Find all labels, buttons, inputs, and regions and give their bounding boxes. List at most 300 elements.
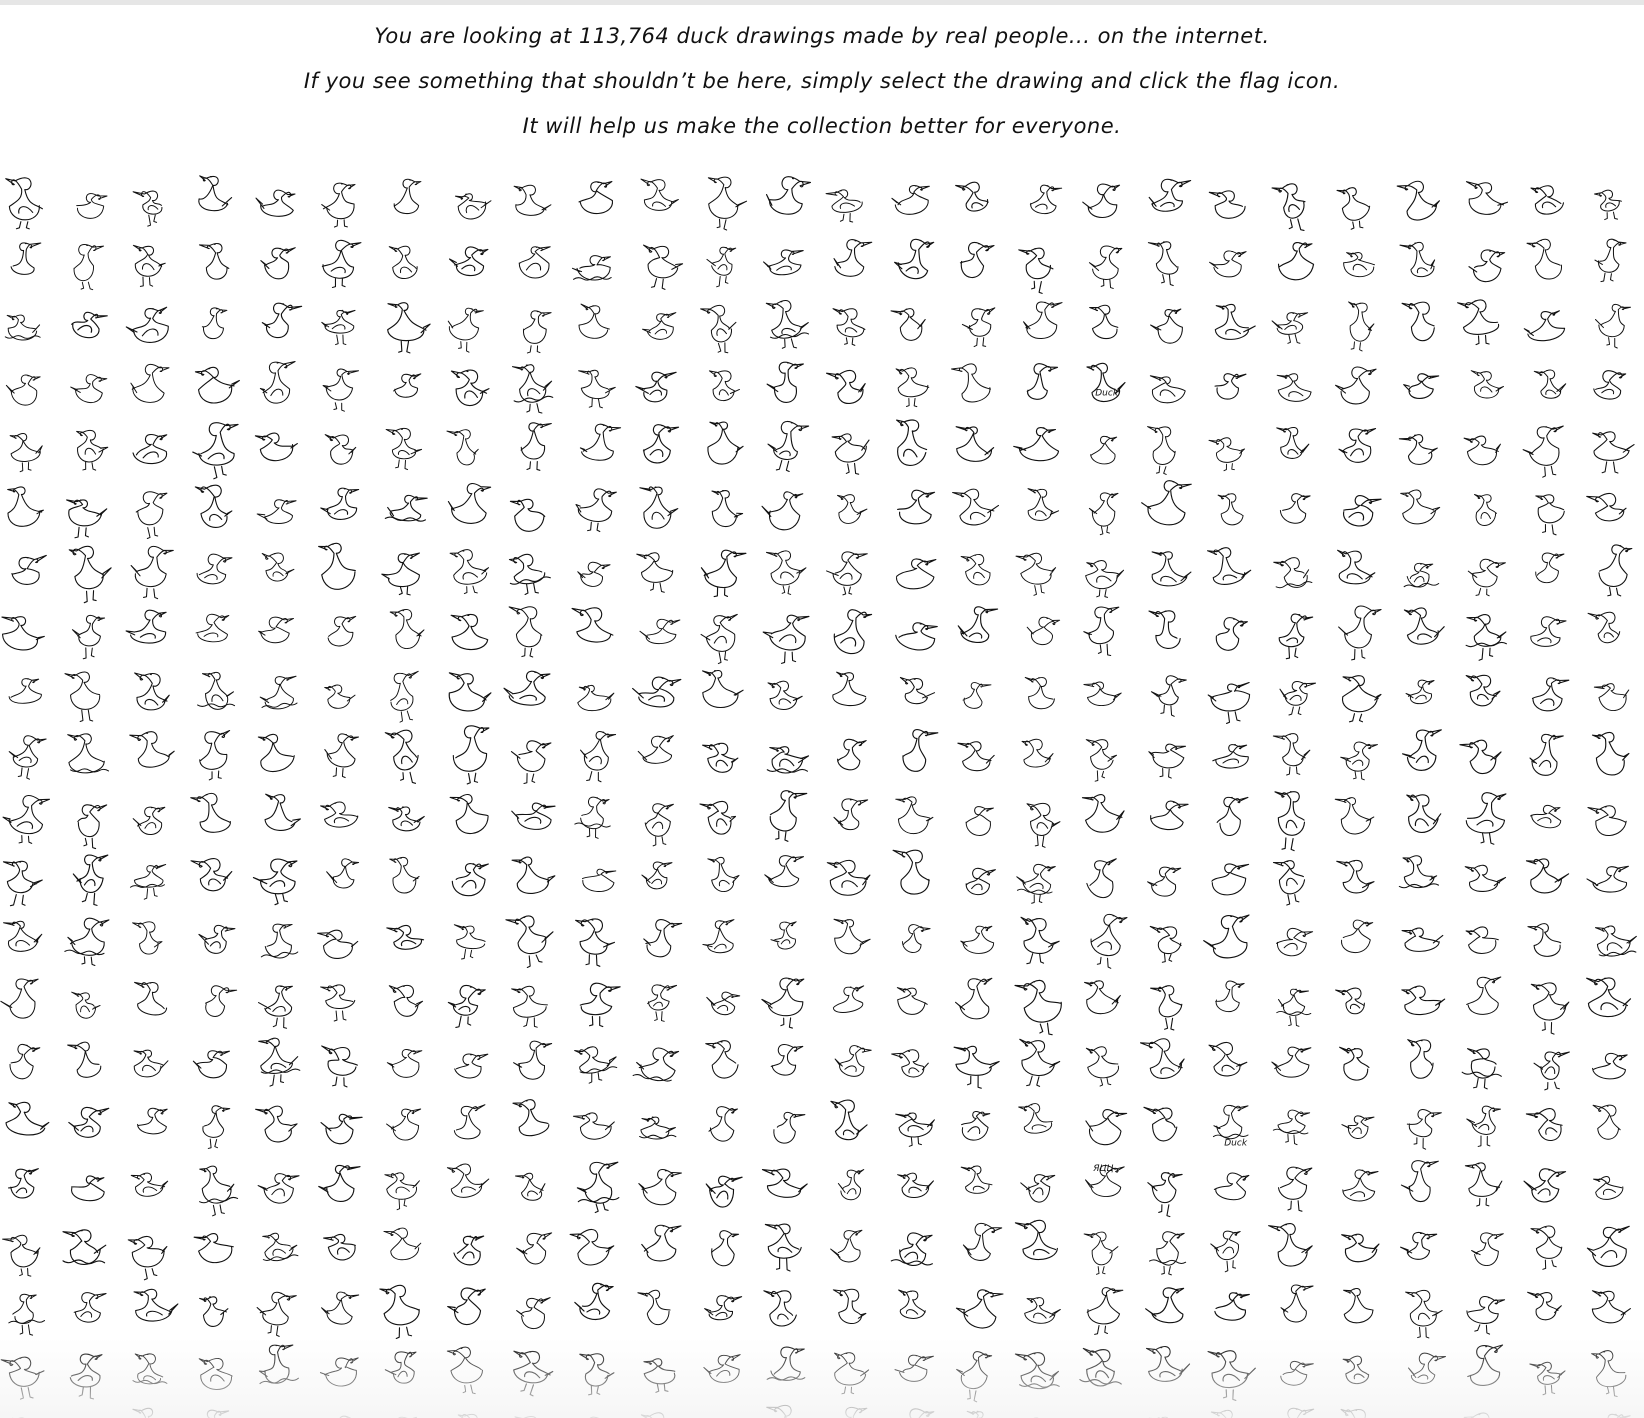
duck-drawing-hit-area[interactable] (693, 1219, 753, 1277)
duck-drawing-hit-area[interactable] (754, 1034, 814, 1092)
duck-drawing[interactable] (1325, 541, 1385, 599)
duck-drawing[interactable] (121, 419, 181, 477)
duck-drawing-hit-area[interactable] (55, 1218, 115, 1276)
duck-drawing[interactable] (949, 789, 1009, 847)
duck-drawing-hit-area[interactable] (1457, 1220, 1517, 1278)
duck-drawing[interactable] (1009, 1155, 1068, 1213)
duck-drawing-hit-area[interactable] (882, 354, 942, 412)
duck-drawing-hit-area[interactable] (1517, 233, 1577, 291)
duck-drawing-hit-area[interactable] (60, 416, 120, 474)
duck-drawing-hit-area[interactable] (821, 295, 881, 353)
duck-drawing[interactable] (187, 236, 247, 294)
duck-drawing-hit-area[interactable] (567, 1341, 627, 1399)
duck-drawing-hit-area[interactable] (185, 482, 245, 540)
duck-drawing-hit-area[interactable] (756, 971, 816, 1029)
duck-drawing[interactable] (182, 1032, 242, 1090)
duck-drawing[interactable] (1579, 1156, 1639, 1214)
duck-drawing[interactable] (184, 846, 244, 904)
duck-drawing[interactable] (1327, 416, 1387, 474)
duck-drawing[interactable] (755, 233, 815, 291)
duck-drawing[interactable] (441, 723, 501, 784)
duck-drawing[interactable] (821, 1282, 881, 1340)
duck-drawing[interactable] (1580, 1095, 1640, 1153)
duck-drawing[interactable] (1135, 1156, 1195, 1217)
duck-drawing[interactable] (1263, 605, 1323, 663)
duck-drawing-hit-area[interactable] (0, 661, 55, 719)
duck-drawing-hit-area[interactable] (568, 418, 628, 476)
duck-drawing-hit-area[interactable] (503, 1282, 563, 1340)
duck-drawing-hit-area[interactable] (309, 356, 369, 414)
duck-drawing[interactable] (819, 848, 879, 906)
duck-drawing[interactable] (881, 293, 941, 351)
duck-drawing[interactable] (947, 480, 1007, 538)
duck-drawing[interactable] (883, 170, 943, 227)
duck-drawing[interactable] (1580, 789, 1640, 847)
duck-drawing[interactable] (1325, 787, 1385, 845)
duck-drawing-hit-area[interactable] (1391, 1094, 1451, 1152)
duck-drawing[interactable] (376, 357, 436, 415)
duck-drawing[interactable] (1262, 1219, 1322, 1277)
duck-drawing[interactable] (1265, 543, 1325, 601)
duck-drawing[interactable] (692, 728, 752, 786)
duck-drawing[interactable] (820, 416, 880, 476)
duck-drawing[interactable] (1327, 358, 1387, 416)
duck-drawing[interactable] (566, 356, 626, 414)
duck-drawing[interactable] (1074, 786, 1134, 844)
duck-drawing[interactable] (1456, 170, 1516, 227)
duck-drawing-hit-area[interactable] (1519, 1216, 1579, 1274)
duck-drawing[interactable] (821, 295, 881, 353)
duck-drawing-hit-area[interactable] (1009, 416, 1068, 474)
duck-drawing-hit-area[interactable] (503, 415, 563, 473)
duck-drawing[interactable] (501, 974, 561, 1032)
duck-drawing[interactable] (122, 541, 182, 600)
duck-drawing[interactable] (1515, 847, 1575, 905)
duck-drawing-hit-area[interactable] (1329, 1341, 1389, 1399)
duck-drawing-hit-area[interactable] (883, 1035, 943, 1093)
duck-drawing[interactable] (0, 1092, 54, 1150)
duck-drawing[interactable] (1202, 482, 1262, 540)
duck-drawing[interactable] (755, 846, 815, 904)
duck-drawing[interactable] (694, 357, 754, 415)
duck-drawing-hit-area[interactable] (120, 847, 180, 905)
duck-drawing-hit-area[interactable] (1580, 789, 1640, 847)
duck-drawing[interactable] (312, 477, 372, 535)
duck-drawing-hit-area[interactable] (1137, 233, 1197, 291)
duck-drawing-hit-area[interactable] (1328, 480, 1388, 538)
duck-drawing[interactable] (0, 1220, 53, 1278)
duck-drawing[interactable] (58, 1157, 117, 1215)
duck-drawing[interactable] (118, 231, 177, 289)
duck-drawing[interactable] (182, 542, 242, 600)
duck-drawing[interactable] (503, 356, 562, 416)
duck-drawing[interactable] (1263, 1401, 1323, 1418)
duck-drawing-hit-area[interactable] (1394, 601, 1454, 659)
duck-drawing-hit-area[interactable] (436, 295, 496, 353)
duck-drawing-hit-area[interactable] (1389, 1155, 1449, 1213)
duck-drawing-hit-area[interactable] (1200, 789, 1260, 847)
duck-drawing[interactable] (1581, 726, 1641, 784)
duck-drawing-hit-area[interactable] (182, 542, 242, 600)
duck-drawing[interactable] (1072, 600, 1132, 659)
duck-drawing[interactable] (566, 973, 626, 1030)
duck-drawing[interactable] (246, 726, 306, 784)
duck-drawing-hit-area[interactable] (628, 417, 688, 475)
duck-drawing-hit-area[interactable] (1454, 850, 1514, 908)
duck-drawing-hit-area[interactable] (568, 848, 628, 906)
duck-drawing[interactable] (440, 232, 500, 289)
duck-drawing-hit-area[interactable] (58, 1093, 118, 1151)
duck-drawing-hit-area[interactable] (310, 174, 370, 232)
duck-drawing-hit-area[interactable] (372, 1278, 432, 1336)
duck-drawing-hit-area[interactable] (884, 1154, 944, 1212)
duck-drawing-hit-area[interactable] (439, 540, 499, 598)
duck-drawing[interactable] (948, 851, 1008, 909)
duck-drawing-hit-area[interactable] (1011, 478, 1070, 535)
duck-drawing-hit-area[interactable] (945, 1342, 1005, 1400)
duck-drawing[interactable] (186, 1216, 246, 1274)
duck-drawing-hit-area[interactable] (1391, 356, 1451, 414)
duck-drawing[interactable] (1392, 786, 1452, 844)
duck-drawing[interactable] (1266, 663, 1326, 721)
duck-drawing[interactable] (500, 601, 559, 659)
duck-drawing-hit-area[interactable] (1516, 728, 1576, 786)
duck-drawing-hit-area[interactable] (1264, 480, 1324, 538)
duck-drawing[interactable] (1200, 789, 1260, 847)
duck-drawing[interactable] (310, 969, 370, 1027)
duck-drawing-hit-area[interactable] (1454, 1401, 1514, 1418)
duck-drawing[interactable] (1516, 1278, 1576, 1336)
duck-drawing-hit-area[interactable] (822, 1033, 882, 1091)
duck-drawing[interactable] (56, 1403, 116, 1418)
duck-drawing[interactable] (119, 911, 179, 969)
duck-drawing-hit-area[interactable] (182, 1399, 242, 1418)
duck-drawing[interactable] (1519, 170, 1579, 227)
duck-drawing-hit-area[interactable] (500, 174, 560, 232)
duck-drawing-hit-area[interactable] (1135, 1156, 1195, 1214)
duck-drawing[interactable] (120, 1400, 180, 1418)
duck-drawing[interactable] (1012, 974, 1072, 1039)
duck-drawing[interactable] (58, 910, 118, 968)
duck-drawing[interactable] (248, 1031, 308, 1089)
duck-drawing[interactable] (1579, 231, 1639, 289)
duck-drawing-hit-area[interactable] (313, 1032, 373, 1090)
duck-drawing[interactable] (374, 418, 434, 476)
duck-drawing-hit-area[interactable] (1580, 1095, 1640, 1153)
duck-drawing[interactable] (756, 418, 816, 476)
duck-drawing-hit-area[interactable] (756, 1097, 816, 1155)
duck-drawing[interactable] (504, 1218, 563, 1276)
duck-drawing-hit-area[interactable] (184, 1281, 244, 1339)
duck-drawing-hit-area[interactable] (692, 728, 752, 786)
duck-drawing-hit-area[interactable] (629, 1400, 689, 1418)
duck-drawing[interactable] (185, 482, 245, 540)
duck-drawing-hit-area[interactable] (947, 170, 1007, 227)
duck-drawing-hit-area[interactable] (374, 847, 434, 905)
duck-drawing[interactable] (0, 1341, 54, 1400)
duck-drawing-hit-area[interactable] (1073, 174, 1133, 232)
duck-drawing[interactable] (882, 1219, 942, 1277)
duck-drawing[interactable] (311, 723, 371, 781)
duck-drawing[interactable] (1582, 1404, 1642, 1418)
duck-drawing[interactable] (1454, 1032, 1514, 1091)
duck-drawing[interactable] (377, 480, 437, 538)
duck-drawing-hit-area[interactable] (438, 664, 498, 722)
duck-drawing[interactable] (1391, 909, 1451, 967)
duck-drawing-hit-area[interactable] (885, 480, 945, 538)
duck-drawing[interactable] (1454, 1281, 1514, 1339)
duck-drawing-hit-area[interactable] (58, 789, 118, 847)
duck-drawing[interactable] (884, 1154, 944, 1212)
duck-drawing-hit-area[interactable] (947, 480, 1007, 538)
duck-drawing[interactable] (56, 293, 116, 351)
duck-drawing-hit-area[interactable] (691, 604, 751, 662)
duck-drawing[interactable] (1136, 477, 1196, 535)
duck-drawing[interactable] (563, 785, 623, 843)
duck-drawing-hit-area[interactable] (373, 1339, 433, 1397)
duck-drawing[interactable] (818, 1097, 878, 1155)
duck-drawing[interactable] (627, 539, 687, 597)
duck-drawing-hit-area[interactable] (1137, 1402, 1197, 1418)
duck-drawing[interactable] (754, 482, 814, 540)
duck-drawing-hit-area[interactable] (56, 1343, 116, 1401)
duck-drawing-hit-area[interactable] (1265, 359, 1325, 417)
duck-drawing[interactable] (691, 604, 751, 665)
duck-drawing[interactable] (1394, 1281, 1454, 1339)
duck-drawing-hit-area[interactable] (882, 1277, 942, 1335)
duck-drawing[interactable] (249, 974, 309, 1032)
duck-drawing[interactable] (248, 848, 308, 906)
duck-drawing-hit-area[interactable] (56, 1403, 116, 1418)
duck-drawing[interactable] (1137, 605, 1197, 663)
duck-drawing-hit-area[interactable] (1327, 416, 1387, 474)
duck-drawing[interactable] (55, 480, 115, 540)
duck-drawing[interactable] (564, 236, 624, 293)
duck-drawing[interactable] (182, 170, 242, 227)
duck-drawing[interactable] (376, 1032, 436, 1090)
duck-drawing[interactable] (821, 480, 881, 538)
duck-drawing[interactable] (1454, 1155, 1514, 1213)
duck-drawing[interactable] (1454, 971, 1514, 1028)
duck-drawing-hit-area[interactable] (1135, 851, 1195, 909)
duck-drawing-hit-area[interactable] (629, 170, 689, 227)
duck-drawing-hit-area[interactable] (945, 1032, 1005, 1090)
duck-drawing[interactable] (441, 605, 501, 663)
duck-drawing-hit-area[interactable] (568, 1157, 628, 1215)
duck-drawing-hit-area[interactable] (1263, 973, 1323, 1031)
duck-drawing[interactable] (944, 418, 1004, 476)
duck-drawing-hit-area[interactable] (1007, 726, 1067, 784)
duck-drawing[interactable] (1074, 1034, 1134, 1092)
duck-drawing[interactable] (1391, 356, 1451, 414)
duck-drawing[interactable] (631, 1216, 691, 1274)
duck-drawing-hit-area[interactable] (313, 847, 373, 905)
duck-drawing-hit-area[interactable] (820, 789, 880, 847)
duck-drawing-hit-area[interactable] (0, 480, 53, 538)
duck-drawing[interactable] (59, 359, 118, 417)
duck-drawing[interactable] (250, 789, 310, 847)
duck-drawing-hit-area[interactable] (563, 1401, 623, 1418)
duck-drawing-hit-area[interactable] (756, 356, 816, 414)
duck-drawing[interactable] (627, 847, 687, 905)
duck-drawing[interactable] (1075, 1096, 1135, 1154)
duck-drawing-hit-area[interactable] (1453, 419, 1513, 477)
duck-drawing[interactable] (187, 421, 247, 480)
duck-drawing[interactable] (122, 1093, 182, 1151)
duck-drawing-hit-area[interactable] (184, 725, 244, 783)
duck-drawing[interactable] (1328, 480, 1388, 538)
duck-drawing[interactable] (1452, 292, 1512, 350)
duck-drawing-hit-area[interactable] (1072, 1338, 1132, 1396)
duck-drawing[interactable] (441, 173, 501, 231)
duck-drawing[interactable] (753, 1282, 813, 1340)
duck-drawing-hit-area[interactable] (1199, 847, 1259, 905)
duck-drawing[interactable] (820, 605, 880, 663)
duck-drawing[interactable] (0, 1400, 52, 1418)
duck-drawing-hit-area[interactable] (248, 232, 307, 289)
duck-drawing[interactable] (503, 1034, 562, 1092)
duck-drawing[interactable] (60, 543, 120, 603)
duck-drawing[interactable] (1392, 293, 1452, 351)
duck-drawing-hit-area[interactable] (945, 357, 1005, 415)
duck-drawing-hit-area[interactable] (1391, 1402, 1451, 1418)
duck-drawing-hit-area[interactable] (695, 1404, 755, 1418)
duck-drawing-hit-area[interactable] (566, 477, 626, 535)
duck-drawing-hit-area[interactable] (630, 1158, 690, 1216)
duck-drawing-hit-area[interactable] (882, 1219, 942, 1277)
duck-drawing[interactable] (0, 420, 55, 478)
duck-drawing-hit-area[interactable] (884, 1402, 944, 1418)
duck-drawing[interactable] (568, 1157, 628, 1215)
duck-drawing[interactable] (1580, 1342, 1640, 1400)
duck-drawing-hit-area[interactable] (118, 231, 177, 289)
duck-drawing-hit-area[interactable] (1008, 1092, 1068, 1150)
duck-drawing[interactable] (503, 849, 563, 907)
duck-drawing-hit-area[interactable] (376, 357, 436, 415)
duck-drawing-hit-area[interactable] (310, 969, 370, 1027)
duck-drawing[interactable] (948, 1153, 1008, 1211)
duck-drawing[interactable] (441, 358, 501, 416)
duck-drawing-hit-area[interactable] (1393, 724, 1453, 782)
duck-drawing-hit-area[interactable] (944, 667, 1004, 725)
duck-drawing[interactable] (247, 1405, 307, 1418)
duck-drawing[interactable] (504, 297, 564, 355)
duck-drawing[interactable] (375, 1094, 435, 1152)
duck-drawing-hit-area[interactable] (754, 666, 814, 724)
duck-drawing-hit-area[interactable] (759, 602, 819, 660)
duck-drawing[interactable] (1138, 357, 1198, 415)
duck-drawing-hit-area[interactable] (1262, 788, 1322, 846)
duck-drawing-hit-area[interactable] (1455, 543, 1515, 601)
duck-drawing[interactable] (376, 172, 436, 230)
duck-drawing[interactable] (58, 789, 118, 849)
duck-drawing-hit-area[interactable] (1394, 1281, 1454, 1339)
duck-drawing-hit-area[interactable] (691, 296, 751, 354)
duck-drawing[interactable] (1330, 664, 1390, 724)
duck-drawing-hit-area[interactable] (945, 973, 1005, 1031)
duck-drawing-hit-area[interactable] (695, 1031, 755, 1089)
duck-drawing-hit-area[interactable] (119, 1033, 179, 1091)
duck-drawing[interactable] (564, 667, 624, 725)
duck-drawing[interactable] (1520, 974, 1580, 1035)
duck-drawing-hit-area[interactable] (757, 727, 817, 785)
duck-drawing-hit-area[interactable] (1330, 1279, 1390, 1337)
duck-drawing[interactable] (884, 234, 944, 292)
duck-drawing[interactable] (56, 1343, 116, 1401)
duck-drawing[interactable] (372, 1154, 432, 1212)
duck-drawing[interactable] (436, 974, 496, 1032)
duck-drawing-hit-area[interactable] (59, 603, 118, 661)
duck-drawing[interactable] (1520, 1095, 1580, 1153)
duck-drawing[interactable] (1393, 724, 1453, 782)
duck-drawing-hit-area[interactable] (441, 786, 501, 844)
duck-drawing[interactable] (1455, 1092, 1515, 1150)
duck-drawing[interactable] (1579, 970, 1639, 1027)
duck-drawing[interactable] (373, 543, 433, 601)
duck-drawing-hit-area[interactable] (1583, 293, 1643, 351)
duck-drawing-hit-area[interactable] (1579, 357, 1639, 415)
duck-drawing[interactable] (309, 666, 369, 724)
duck-drawing[interactable] (694, 1338, 754, 1396)
duck-drawing[interactable] (0, 971, 52, 1029)
duck-drawing[interactable] (692, 1097, 752, 1155)
duck-drawing-hit-area[interactable] (1266, 1277, 1326, 1335)
duck-drawing-hit-area[interactable] (630, 912, 690, 970)
duck-drawing-hit-area[interactable] (1198, 1215, 1258, 1273)
duck-drawing-hit-area[interactable] (1325, 787, 1385, 845)
duck-drawing[interactable] (1584, 540, 1644, 598)
duck-drawing[interactable] (695, 481, 755, 538)
duck-drawing[interactable] (248, 293, 308, 351)
duck-drawing[interactable] (882, 911, 942, 969)
duck-drawing[interactable] (564, 1217, 624, 1275)
duck-drawing[interactable] (693, 232, 753, 290)
duck-drawing-hit-area[interactable] (1074, 479, 1134, 537)
duck-drawing[interactable] (693, 1219, 753, 1277)
duck-drawing[interactable] (376, 723, 436, 784)
duck-drawing[interactable] (1457, 603, 1517, 661)
duck-drawing-hit-area[interactable] (1264, 724, 1324, 782)
duck-drawing-hit-area[interactable] (628, 723, 688, 781)
duck-drawing[interactable] (1455, 543, 1515, 601)
duck-drawing[interactable] (55, 973, 114, 1031)
duck-drawing[interactable] (1008, 358, 1068, 416)
duck-drawing-hit-area[interactable] (757, 539, 817, 597)
duck-drawing-hit-area[interactable] (1391, 175, 1451, 233)
duck-drawing[interactable] (882, 354, 942, 412)
duck-drawing[interactable] (694, 848, 754, 906)
duck-drawing[interactable] (694, 973, 754, 1031)
duck-drawing[interactable] (1584, 910, 1644, 968)
duck-drawing[interactable] (1454, 850, 1514, 908)
duck-drawing[interactable] (820, 233, 880, 291)
duck-drawing-hit-area[interactable] (1581, 417, 1641, 475)
duck-drawing[interactable] (248, 232, 307, 289)
duck-drawing[interactable] (1262, 1092, 1322, 1150)
duck-drawing[interactable] (757, 1339, 817, 1397)
duck-drawing[interactable] (1329, 727, 1389, 785)
duck-drawing-hit-area[interactable] (120, 1400, 180, 1418)
duck-drawing[interactable] (309, 539, 369, 597)
duck-drawing-hit-area[interactable] (375, 1094, 435, 1152)
duck-drawing-hit-area[interactable] (1266, 233, 1326, 291)
duck-drawing-hit-area[interactable] (60, 543, 120, 601)
duck-drawing[interactable] (566, 170, 626, 227)
duck-drawing[interactable] (949, 1281, 1009, 1339)
duck-drawing-hit-area[interactable] (187, 662, 247, 720)
duck-drawing-hit-area[interactable] (122, 667, 182, 725)
duck-drawing-hit-area[interactable] (1518, 540, 1578, 598)
